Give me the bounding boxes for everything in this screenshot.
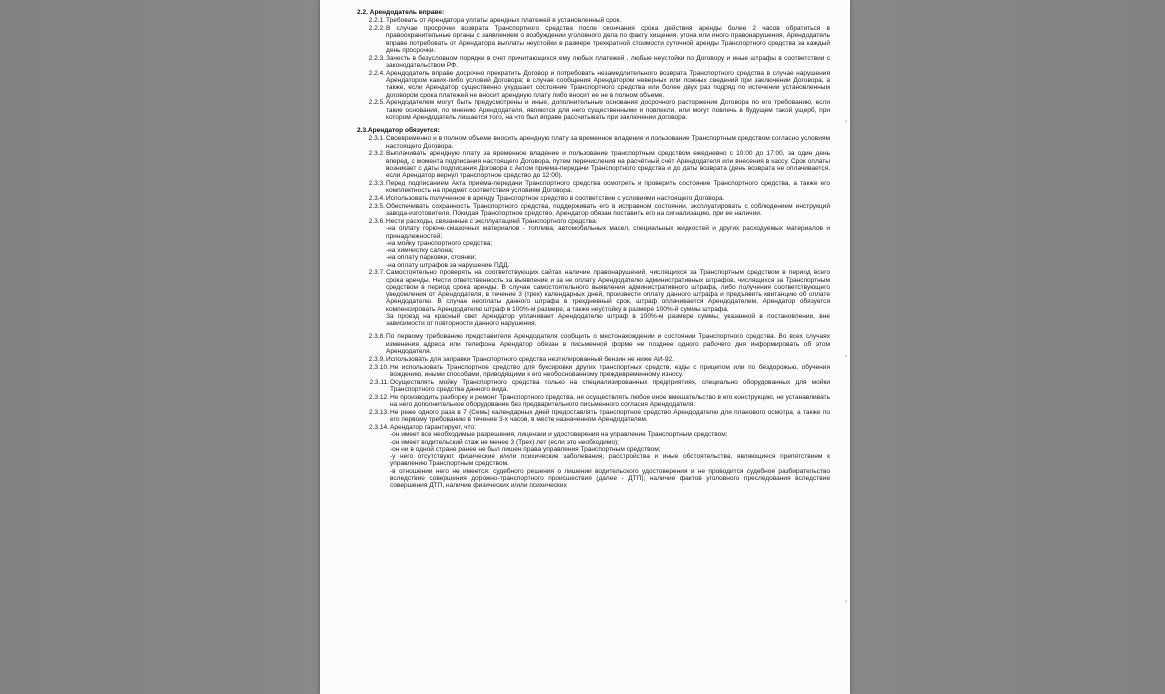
clause-text: Своевременно и в полном объеме вносить арендную плату за временное владение и пользование Транспортным средством согласно условиям настоящего Договора. [386, 135, 830, 150]
clause-text: Не реже одного раза в 7 (Семь) календарных дней предоставлять транспортное средство Арендодателю для планового осмотра, а также по его первому требованию в течение 3-х часов, в месте назначенном Арендодателем. [390, 408, 830, 424]
clause-text: Обеспечивать сохранность Транспортного средства, поддерживать его в исправном состоянии, эксплуатировать с соблюдением инструкций завода-изготовителя. Покидая Транспортное средство, Арендатор обязан поставить его на сигнализацию, при ее наличии. [386, 203, 830, 218]
clause-text: Перед подписанием Акта приема-передачи Транспортного средства осмотреть и проверить состояние Транспортного средства, а также его комплектность на предмет соответствия условиям Договора. [386, 180, 830, 195]
clause-line: -на оплату штрафов за нарушение ПДД. [386, 261, 510, 269]
clause-line: -на химчистку салона; [386, 247, 454, 255]
clause-text: По первому требованию представителя Арендодателя сообщить о местонахождении и состоянии Транспортного средства. Во всех случаях изменения адреса или телефона Арендатор обязан в письменной форме не позднее одного рабочего дня информировать об этом Арендодателя. [386, 333, 830, 355]
clause-item [357, 25, 830, 54]
clause-text: Использовать полученное в аренду Транспортное средство в соответствии с условиями настоящего Договора. [386, 195, 725, 203]
clause-text: Использовать для заправки Транспортного средства неэтилированный бензин не ниже АИ-92. [386, 355, 674, 363]
clause-number: 2.2.3. [368, 54, 385, 62]
clause-item [357, 364, 830, 379]
section-2-3-list-continued [357, 333, 830, 423]
clause-number: 2.2.2. [368, 25, 385, 33]
clause-number: 2.3.5. [368, 203, 385, 210]
clause-number: 2.3.11. [369, 378, 389, 386]
clause-item [357, 70, 830, 99]
clause-text: Требовать от Арендатора уплаты арендных платежей в установленный срок. [386, 17, 622, 25]
clause-line: -на оплату горюче-смазочных материалов - топлива, автомобильных масел, специальных жидкостей и других расходуемых материалов и принадлежностей; [386, 225, 830, 240]
clause-text: Осуществлять мойку Транспортного средства только на специализированных предприятиях, специально оборудованных для мойки Транспортного средства данного вида. [390, 378, 830, 393]
scan-speck [845, 120, 847, 122]
section-2-2-list [357, 17, 830, 121]
clause-item [357, 180, 830, 195]
clause-item [357, 409, 830, 424]
section-heading-2-2: 2.2. Арендодатель вправе: [357, 9, 445, 16]
clause-line: -на оплату парковки, стоянки; [386, 254, 477, 262]
clause-2-3-6 [357, 218, 830, 269]
clause-line: -у него отсутствуют физические и/или психические заболевания, расстройства и иные обстоятельства, являющиеся препятствием к управлению Транспортным средством. [390, 453, 830, 468]
clause-item [357, 394, 830, 409]
clause-number: 2.3.13. [368, 408, 389, 416]
clause-number: 2.3.10. [368, 363, 389, 371]
clause-line: -он ни в одной стране ранее не был лишен права управления Транспортным средством; [390, 445, 661, 453]
clause-number: 2.3.6. [368, 218, 385, 226]
clause-line: -он имеет все необходимые разрешения, лицензии и удостоверения на управление Транспортным средством; [390, 431, 728, 439]
clause-text: Зачесть в безусловном порядке в счет причитающихся ему любых платежей , любые неустойки по Договору и иные штрафы в соответствии с законодательством РФ. [386, 54, 830, 69]
clause-item [357, 135, 830, 150]
clause-2-3-7 [357, 269, 830, 327]
clause-text: Арендодателем могут быть предусмотрены и иные, дополнительные основания досрочного расторжения Договора по его требованию, если такие основания, по мнению Арендодателя, являются для него существенными и повлекли, или могут повлечь в будущем такой ущерб, при котором Арендодатель лишается того, на что был вправе рассчитывать при заключении договора. [386, 99, 830, 121]
section-2-3-list [357, 135, 830, 217]
clause-text: Выплачивать арендную плату за временное владение и пользование транспортным средством ежедневно с 10:00 до 17:00, за один день вперед, с момента подписания настоящего Договора, путем перечисления на расчётный счёт Арендодателя или внесения в кассу. Срок оплаты возникает с даты подписания Договора с Актом приема-передачи Транспортного средства и до даты возврата (день возврата не оплачивается, если Арендатор вернул транспортное средство до 12:00). [386, 150, 830, 180]
scan-speck [845, 355, 847, 357]
clause-item [357, 55, 830, 70]
clause-line: -он имеет водительский стаж не менее 3 (Трех) лет (если это необходимо); [390, 438, 619, 446]
clause-number: 2.3.4. [368, 195, 385, 203]
clause-text: Арендодатель вправе досрочно прекратить Договор и потребовать незамедлительного возврата Транспортного средства в случае нарушения Арендатором каких-либо условий Договора; в случае сообщения Арендатором неверных или ложных сведений при заключении Договора, а также, если Арендатор существенно ухудшает состояние Транспортного средства или более двух раз подряд по истечении установленным договором срока платежей не вносит арендную плату либо вносит ее не в полном объеме. [386, 69, 830, 99]
clause-item [357, 195, 830, 202]
clause-number: 2.3.12. [368, 393, 389, 401]
clause-line: -в отношении него не имеется: судебного решения о лишении водительского удостоверения и не проводится судебное разбирательство вследствие совершения дорожно-транспортного происшествия (далее - ДТП); наличие фактов уголовного преследования вследствие совершения ДТП, наличие физических и/или психических [390, 467, 830, 489]
clause-number: 2.3.3. [368, 180, 385, 188]
clause-text: Не использовать Транспортное средство для буксировки других транспортных средств, езды с прицепом или по бездорожью, обучения вождению, иными способами, приводящими к его необоснованному преждевременному износу. [390, 363, 830, 378]
clause-item [357, 17, 830, 24]
clause-item [357, 150, 830, 179]
clause-item [357, 333, 830, 355]
section-heading-2-3: 2.3.Арендатор обязуется: [357, 127, 440, 135]
clause-text: Самостоятельно проверять на соответствующих сайтах наличие правонарушений, числящихся за Транспортным средством в период всего срока аренды. Нести ответственность за выявление и за не оплату Арендодателю административных штрафов, числящихся за Транспортным средством в период срока аренды. В случае самостоятельного выявления административного штрафа, либо получения соответствующего уведомления от Арендодателя, в течение 3 (трех) календарных дней, произвести оплату данного штрафа и предъявить квитанцию об оплате Арендодателю. В случае неоплаты данного штрафа в трехдневный срок, штраф оплачивается Арендодателем, Арендатор обязуется компенсировать Арендодателю штраф в 100%-м размере, а также неустойку в размере 100%-й суммы штрафа. [386, 269, 830, 313]
clause-text-continued: За проезд на красный свет Арендатор уплачивает Арендодателю штраф в 100%-м размере суммы, указанной в постановлении, вне зависимости от повторности данного нарушения. [386, 312, 830, 328]
clause-2-3-14 [357, 424, 830, 489]
clause-number: 2.3.1. [368, 135, 385, 143]
clause-text: Не производить разборку и ремонт Транспортного средства, не осуществлять любое иное вмешательство в его конструкцию, не устанавливать на него дополнительное оборудование без предварительного письменного согласия Арендодателя. [390, 393, 830, 409]
document-body [357, 9, 830, 490]
clause-number: 2.2.1. [368, 17, 385, 25]
clause-number: 2.2.4. [368, 69, 385, 77]
clause-number: 2.3.8. [368, 333, 385, 341]
clause-number: 2.3.9. [368, 355, 385, 363]
clause-number: 2.2.5. [368, 99, 385, 107]
clause-text: В случае просрочки возврата Транспортного средства после окончания срока действия аренды более 2 часов обратиться в правоохранительные органы с заявлением о возбуждении уголовного дела по факту хищения, угона или иного правонарушения, Арендодатель вправе потребовать от Арендатора выплаты неустойки в размере трехкратной стоимости суточной аренды Транспортного средства за каждый день просрочки. [386, 25, 830, 54]
clause-item [357, 379, 830, 394]
clause-number: 2.3.7. [368, 269, 385, 277]
clause-line: -на мойку транспортного средства; [386, 239, 493, 247]
clause-item [357, 99, 830, 121]
scan-speck [845, 600, 847, 602]
clause-number: 2.3.14. [368, 424, 389, 431]
clause-number: 2.3.2. [368, 150, 385, 158]
clause-item [357, 356, 830, 363]
clause-text: Нести расходы, связанные с эксплуатацией Транспортного средства: [386, 218, 598, 226]
clause-text: Арендатор гарантирует, что: [390, 424, 476, 431]
clause-item [357, 203, 830, 218]
document-page [320, 0, 850, 694]
